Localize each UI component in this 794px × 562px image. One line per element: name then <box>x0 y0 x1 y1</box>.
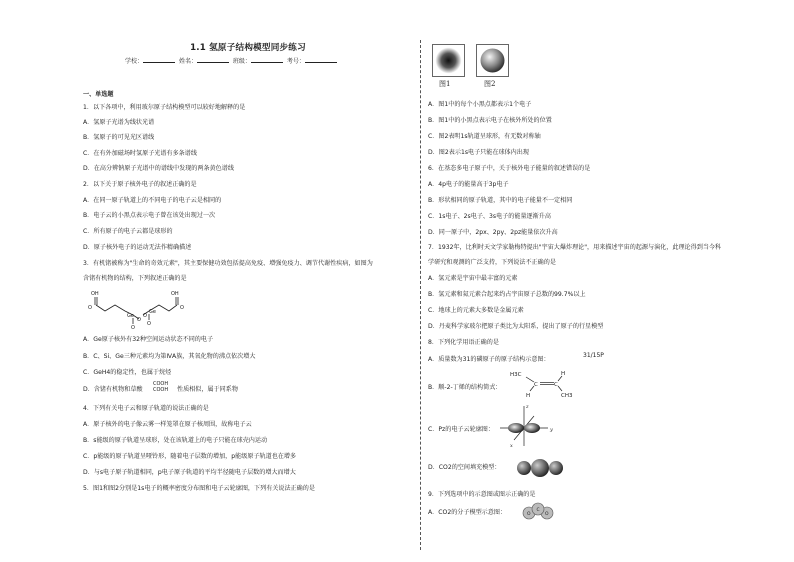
oh-label: OH <box>171 291 179 297</box>
option-line: B．形状相同的原子轨道，其中的电子能量不一定相同 <box>428 197 573 204</box>
h3c-label: H3C <box>510 372 522 378</box>
option-line: C．p能级的原子轨道呈哑铃形，随着电子层数的增加，p能级原子轨道也在增多 <box>83 453 297 460</box>
exam-no-label: 考号： <box>286 58 305 65</box>
option-line: B．s能级的原子轨道呈球形，处在该轨道上的电子只能在球壳内运动 <box>83 437 268 444</box>
o-label: O <box>131 325 135 329</box>
electron-cloud-sphere-figure <box>477 45 508 76</box>
probability-density-figure <box>433 45 464 76</box>
option-line: B．C、Si、Ge三种元素均为第ⅣA族，其氧化物的沸点依次增大 <box>83 353 256 360</box>
question-line: 4．下列有关电子云和原子轨道的说法正确的是 <box>83 405 209 412</box>
figure-2-caption: 图2 <box>484 80 496 88</box>
ge-label: Ge <box>149 309 156 315</box>
option-line: C．Pz的电子云轮廓图： <box>428 426 494 433</box>
option-line: A．原子核外的电子像云雾一样笼罩在原子核周围，故称电子云 <box>83 421 252 428</box>
option-line: C．地球上的元素大多数是金属元素 <box>428 307 524 314</box>
student-info <box>125 58 339 66</box>
option-line: D．同一原子中，2px、2py、2pz能量依次升高 <box>428 229 558 236</box>
c-atom-label: C <box>536 508 540 513</box>
question-line: 2．以下关于原子核外电子的叙述正确的是 <box>83 181 197 188</box>
nuclide-symbol: 31/15P <box>583 352 604 359</box>
option-line: C．在有外加磁场时氢原子光谱有多条谱线 <box>83 150 197 157</box>
option-line: B．图1中的小黑点表示电子在核外所处的位置 <box>428 117 552 124</box>
section-heading: 一、单选题 <box>83 91 114 98</box>
pz-orbital-figure <box>496 402 558 452</box>
option-line: D．图2表示1s电子只能在球体内出现 <box>428 149 529 156</box>
question-line: 8．下列化学用语正确的是 <box>428 339 499 346</box>
h-label: H <box>526 393 531 398</box>
question-line: 1．以下各项中，利用玻尔原子结构模型可以较好地解释的是 <box>83 104 246 111</box>
o-label: O <box>180 305 184 311</box>
name-blank[interactable] <box>197 62 229 63</box>
option-line: A．CO2的分子模型示意图： <box>428 509 507 516</box>
h-label: H <box>561 371 566 377</box>
option-line: D．CO2的空间填充模型： <box>428 464 501 471</box>
question-line: 6．在基态多电子原子中，关于核外电子能量的叙述错误的是 <box>428 165 591 172</box>
c-label: C <box>534 382 538 388</box>
option-line: A．4p电子的能量高于3p电子 <box>428 181 509 188</box>
o-label: O <box>88 305 92 311</box>
option-line: B．电子云的小黑点表示电子曾在该处出现过一次 <box>83 212 216 219</box>
figure-1-caption: 图1 <box>439 80 451 88</box>
y-axis-label: y <box>550 427 553 433</box>
co2-space-filling-model <box>514 458 566 478</box>
name-label: 姓名： <box>178 58 197 65</box>
school-blank[interactable] <box>143 62 175 63</box>
o-label: O <box>137 317 141 323</box>
page-title: 1.1 氢原子结构模型同步练习 <box>190 43 306 53</box>
c-label: C <box>554 382 558 388</box>
school-label: 学校： <box>125 58 144 65</box>
z-axis-label: z <box>526 404 529 410</box>
option-line: A．氢元素是宇宙中最丰富的元素 <box>428 275 518 282</box>
co2-molecule-model <box>520 501 556 523</box>
option-line: A．图1中的每个小黑点都表示1个电子 <box>428 101 532 108</box>
cis-2-butene-structure <box>506 368 578 398</box>
option-line: C．GeH4的稳定性，也属于烷烃 <box>83 369 172 376</box>
class-blank[interactable] <box>251 62 283 63</box>
option-line: B．氢原子的可见光区谱线 <box>83 134 155 141</box>
class-label: 班级： <box>232 58 251 65</box>
exam-no-blank[interactable] <box>305 62 337 63</box>
option-line: C．1s电子、2s电子、3s电子的能量逐渐升高 <box>428 213 551 220</box>
option-line: D．在高分辨钠原子光谱中的谱线中发现的两条黄色谱线 <box>83 165 234 172</box>
germanium-structure <box>87 287 197 329</box>
question-line: 5．图1和图2分别是1s电子的概率密度分布图和电子云轮廓图，下列有关说法正确的是 <box>83 485 315 492</box>
ge-label: Ge <box>127 313 134 319</box>
figure-2-box <box>476 44 509 77</box>
oxalic-acid-formula <box>153 381 168 393</box>
option-line: B．顺-2-丁烯的结构简式： <box>428 384 502 391</box>
figure-1-box <box>432 44 465 77</box>
o-atom-label: O <box>545 512 549 517</box>
cooh-label: COOH <box>153 387 169 393</box>
oh-label: OH <box>91 291 99 297</box>
option-line: A．质量数为31的磷原子的原子结构示意图： <box>428 356 550 363</box>
option-line: C．所有原子的电子云都是球形的 <box>83 228 173 235</box>
question-line: 学研究和观测的广泛支持，下列说法不正确的是 <box>428 259 556 266</box>
cooh-label: COOH <box>153 381 169 387</box>
question-line: 3．有机锗被称为"生命的奇效元素"，其主要保健功效包括提高免疫、增强免疫力、调节代谢性疾病，如图为 <box>83 260 373 267</box>
option-line: D．丹麦科学家玻尔把原子类比为太阳系，提出了原子的行星模型 <box>428 323 604 330</box>
option-line: A．Ge原子核外有32种空间运动状态不同的电子 <box>83 336 214 343</box>
question-line: 7．1932年，比利时天文学家勒梅特提出"宇宙大爆炸理论"，用来描述宇宙的起源与演化，此理论得到当今科 <box>428 244 722 251</box>
option-line: D．原子核外电子的运动无法作精确描述 <box>83 244 192 251</box>
option-line: D．与s电子原子轨道相同，p电子原子轨道的平均半径随电子层数的增大而增大 <box>83 469 296 476</box>
option-line: A．氢原子光谱为线状光谱 <box>83 119 155 126</box>
o-atom-label: O <box>527 512 531 517</box>
column-divider <box>420 40 421 550</box>
ch3-label: CH3 <box>561 393 573 398</box>
o-label: O <box>143 313 147 319</box>
option-line-cont: 性质相似，属于同系物 <box>177 386 238 393</box>
question-line: 9．下列选项中的示意图或图示正确的是 <box>428 491 536 498</box>
option-line: D．含锗有机物和草酸 <box>83 386 143 393</box>
x-axis-label: x <box>510 443 513 449</box>
option-line: A．在同一原子轨道上的不同电子的电子云是相同的 <box>83 197 222 204</box>
question-line: 含锗有机物的结构，下列叙述正确的是 <box>83 275 187 282</box>
option-line: C．图2表明1s轨道呈球形，有无数对称轴 <box>428 133 541 140</box>
o-label: O <box>147 321 151 327</box>
option-line: B．氢元素和氦元素合起来约占宇宙原子总数的99.7%以上 <box>428 291 586 298</box>
